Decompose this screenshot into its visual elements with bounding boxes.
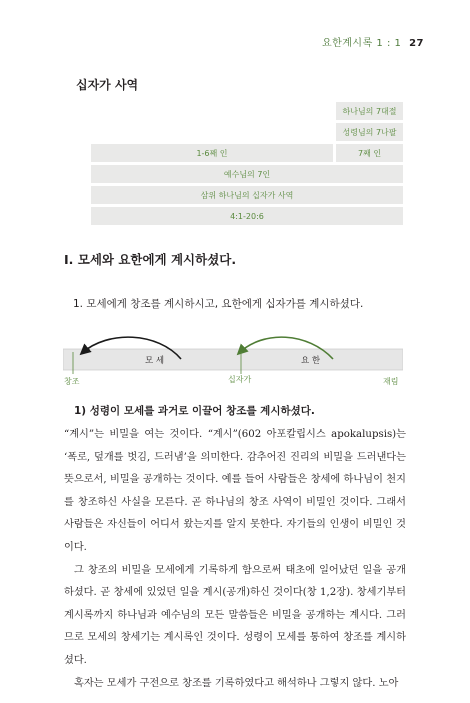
john-label: 요 한: [301, 356, 321, 366]
table-cell-seven-trumpets: 성령님의 7나팔: [336, 123, 403, 141]
table-cell-chapter-range: 4:1-20:6: [91, 207, 403, 225]
paragraph: “계시”는 비밀을 여는 것이다. “계시”(602 아포칼립시스 apokalupsis)는 ‘폭로, 덮개를 벗김, 드러냄’을 의미한다. 감추어진 진리의 비밀을 드러낸다는 뜻으로서, 비밀을 공개하는 것이다. 예를 들어 사람들은 창세에 하나님이 천지를 창조하신 사실을 모른다. 곧 하나님의 창조 사역이 비밀인 것이다. 그래서 사람들은 자신들이 어디서 왔는지를 알지 못한다. 자기들의 인생이 비밀인 것이다.: [64, 429, 406, 553]
paragraph: 그 창조의 비밀을 모세에게 기록하게 함으로써 태초에 일어났던 일을 공개하셨다. 곧 창세에 있었던 일을 계시(공개)하신 것이다(창 1,2장). 창세기부터 계시록까지 하나님과 예수님의 모든 말씀들은 비밀을 공개하는 계시다. 그러므로 모세의 창세기는 계시록인 것이다. 성령이 모세를 통하여 창조를 계시하셨다.: [64, 564, 406, 666]
section-title: 십자가 사역: [76, 78, 139, 92]
cross-label: 십자가: [228, 375, 252, 384]
table-cell-triune-cross-work: 삼위 하나님의 십자가 사역: [91, 186, 403, 204]
running-title: 요한계시록 1 : 1: [321, 38, 402, 49]
moses-label: 모 세: [145, 356, 165, 366]
body-text: [64, 424, 406, 695]
revelation-timeline-diagram: [63, 328, 403, 388]
table-cell-seven-seals: 예수님의 7인: [91, 165, 403, 183]
running-header: [322, 34, 424, 49]
table-cell-seal-7: 7째 인: [336, 144, 403, 162]
second-coming-label: 재림: [383, 377, 399, 386]
table-cell-seven-bowls: 하나님의 7대절: [336, 102, 403, 120]
table-cell-seals-1-6: 1-6째 인: [91, 144, 333, 162]
creation-label: 창조: [64, 377, 80, 386]
page-number: 27: [409, 38, 424, 49]
heading-level-1: Ⅰ. 모세와 요한에게 계시하셨다.: [64, 252, 237, 267]
heading-level-3: 1) 성령이 모세를 과거로 이끌어 창조를 계시하셨다.: [74, 405, 315, 417]
timeline-bar: [63, 349, 403, 370]
paragraph: 혹자는 모세가 구전으로 창조를 기록하였다고 해석하나 그렇지 않다. 노아: [74, 677, 399, 689]
heading-level-2: 1. 모세에게 창조를 계시하시고, 요한에게 십자가를 계시하셨다.: [73, 298, 364, 310]
